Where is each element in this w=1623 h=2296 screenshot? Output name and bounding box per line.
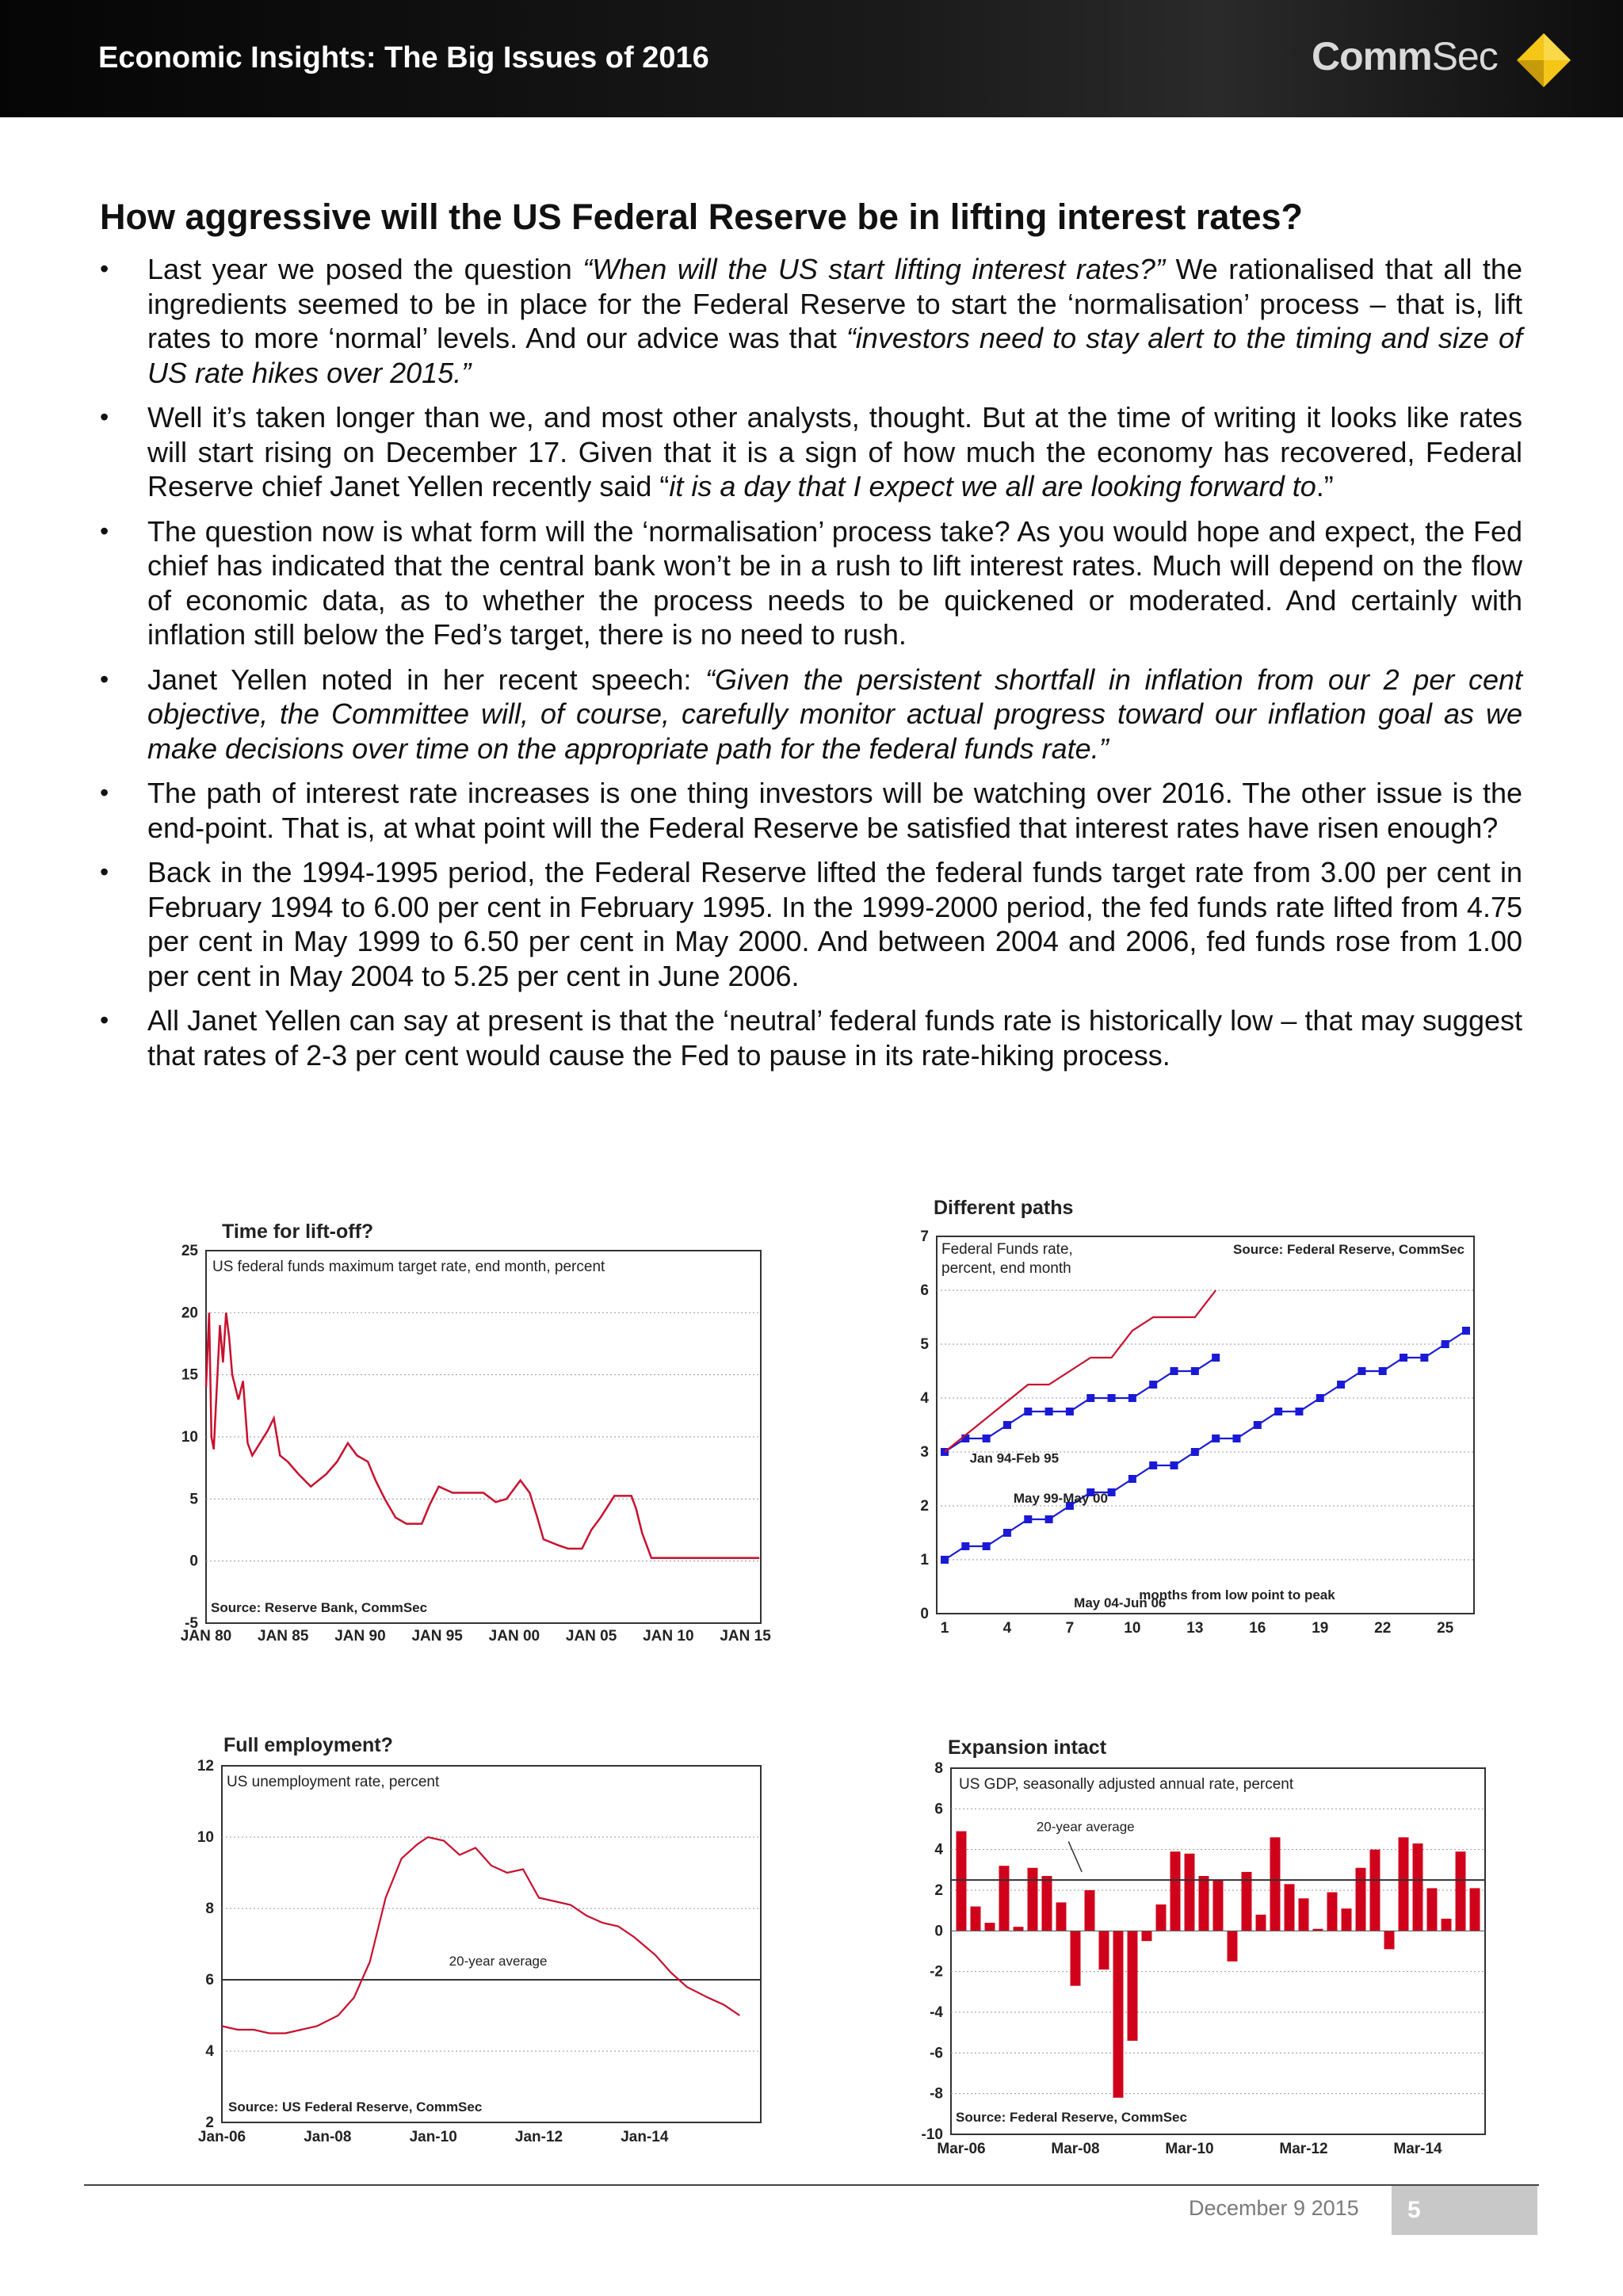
gdp-bar (1285, 1884, 1295, 1931)
series-point (1316, 1394, 1324, 1402)
y-tick-label: -2 (930, 1963, 943, 1981)
x-tick-label: Mar-10 (1165, 2141, 1214, 2157)
series-point (1108, 1488, 1116, 1496)
chart-source: Source: Federal Reserve, CommSec (1233, 1242, 1465, 1257)
gdp-bar (1470, 1888, 1480, 1931)
series-point (1191, 1367, 1199, 1375)
series-point (1024, 1408, 1032, 1415)
annotation-pointer (1068, 1841, 1082, 1872)
chart-title: Full employment? (223, 1734, 393, 1756)
chart-lift-off (166, 1213, 800, 1656)
gdp-bar (1170, 1851, 1181, 1931)
chart-subtitle: US GDP, seasonally adjusted annual rate, percent (959, 1776, 1294, 1793)
y-tick-label: 4 (920, 1390, 929, 1407)
x-tick-label: Jan-14 (621, 2129, 669, 2145)
body-text: Well it’s taken longer than we, and most other analysts, thought. But at the time of writing it looks like rates will start rising on December 17. Given that it is a sign of how much the economy has recovered, Federal Reserve chief Janet Yellen recently said “ (147, 401, 1522, 502)
series-point (1358, 1367, 1365, 1375)
chart-different-paths (911, 1195, 1482, 1655)
plot-frame (222, 1766, 761, 2122)
gdp-bar (1028, 1868, 1038, 1931)
series-point (1379, 1367, 1387, 1375)
x-tick-label: Mar-12 (1279, 2141, 1328, 2157)
gdp-bar (1456, 1851, 1466, 1931)
bullet-item (100, 776, 1522, 845)
x-tick-label: 7 (1065, 1620, 1075, 1637)
y-tick-label: -10 (921, 2126, 943, 2143)
body-text: The question now is what form will the ‘normalisation’ process take? As you would hope and expect, the Fed chief has indicated that the central bank won’t be in a rush to lift interest rates. Much will depend on the flow of economic data, as to whether the process needs to be quickened or moderated. And certainly with inflation still below the Fed’s target, there is no need to rush. (147, 514, 1522, 651)
gdp-bar (1142, 1931, 1152, 1941)
average-label: 20-year average (1036, 1819, 1135, 1835)
chart-expansion-intact (911, 1732, 1498, 2160)
unemployment-line (222, 1837, 739, 2034)
x-tick-label: 1 (940, 1620, 949, 1637)
page-number: 5 (1407, 2197, 1421, 2223)
brand-light: Sec (1431, 34, 1498, 78)
x-tick-label: Mar-08 (1051, 2141, 1100, 2157)
body-text: Back in the 1994-1995 period, the Federal Reserve lifted the federal funds target rate from 3.00 per cent in February 1994 to 6.00 per cent in February 1995. In the 1999-2000 period, the fed funds rate lifted from 4.75 per cent in May 1999 to 6.50 per cent in May 2000. And between 2004 and 2006, fed funds rose from 1.00 per cent in May 2004 to 5.25 per cent in June 2006. (147, 856, 1522, 992)
series-point (1295, 1408, 1303, 1415)
chart-source: Source: Reserve Bank, CommSec (211, 1600, 428, 1615)
commsec-diamond-icon (1514, 30, 1574, 90)
y-tick-label: 4 (205, 2043, 214, 2060)
header-bar (0, 0, 1623, 117)
gdp-bar (1071, 1931, 1081, 1985)
chart-subtitle: US unemployment rate, percent (227, 1774, 440, 1790)
series-point (1254, 1421, 1262, 1429)
y-tick-label: -8 (930, 2085, 943, 2103)
y-tick-label: 8 (205, 1901, 214, 1917)
x-tick-label: 4 (1002, 1620, 1012, 1637)
gdp-bar (1056, 1902, 1067, 1931)
gdp-bar (1342, 1908, 1352, 1931)
gdp-bar (999, 1866, 1010, 1931)
series-label: Jan 94-Feb 95 (969, 1450, 1060, 1466)
quote-text: it is a day that I expect we all are looking forward to (669, 470, 1316, 502)
average-label: 20-year average (449, 1954, 548, 1969)
x-tick-label: JAN 80 (180, 1628, 232, 1645)
plot-frame (951, 1768, 1485, 2134)
y-tick-label: 2 (920, 1498, 929, 1515)
x-tick-label: JAN 15 (720, 1628, 771, 1645)
chart-title: Time for lift-off? (222, 1221, 374, 1243)
x-tick-label: JAN 95 (411, 1628, 463, 1645)
x-tick-label: JAN 10 (643, 1628, 694, 1645)
y-tick-label: 10 (181, 1429, 198, 1446)
gdp-bar (1356, 1868, 1366, 1931)
body-text: We rationalised that all the ingredients seemed to be in place for the Federal Reserve to start the ‘normalisation’ process – that is, lift rates to more ‘normal’ levels. And our advice was that (147, 253, 1522, 354)
chart-subtitle: Federal Funds rate, (941, 1241, 1073, 1258)
x-tick-label: Mar-06 (937, 2141, 986, 2157)
series-point (1003, 1529, 1011, 1537)
series-point (1149, 1461, 1157, 1469)
gdp-bar (1113, 1931, 1124, 2097)
chart-title: Expansion intact (948, 1736, 1107, 1759)
brand-logo (1312, 33, 1498, 79)
chart-source: Source: US Federal Reserve, CommSec (228, 2099, 483, 2115)
y-tick-label: 10 (197, 1829, 214, 1846)
series-point (1337, 1381, 1345, 1389)
plot-frame (937, 1236, 1474, 1614)
series-point (1212, 1435, 1220, 1442)
chart-source: Source: Federal Reserve, CommSec (956, 2110, 1187, 2125)
y-tick-label: 1 (920, 1552, 929, 1568)
series-point (1045, 1515, 1053, 1523)
y-tick-label: 8 (934, 1760, 943, 1777)
series-point (1232, 1435, 1240, 1442)
series-point (1024, 1515, 1032, 1523)
gdp-bar (1085, 1890, 1095, 1931)
y-tick-label: 5 (920, 1336, 929, 1353)
y-tick-label: 0 (189, 1553, 198, 1570)
body-text: Janet Yellen noted in her recent speech: (147, 663, 706, 696)
y-tick-label: 2 (205, 2115, 214, 2131)
y-tick-label: -6 (930, 2045, 943, 2062)
x-tick-label: 16 (1249, 1620, 1266, 1637)
gdp-bar (1128, 1931, 1138, 2041)
gdp-bar (1185, 1854, 1195, 1931)
x-tick-label: 19 (1312, 1620, 1329, 1637)
x-tick-label: Jan-10 (409, 2129, 457, 2145)
y-tick-label: 12 (197, 1758, 214, 1775)
bullet-item (100, 855, 1522, 993)
series-point (1108, 1394, 1116, 1402)
gdp-bar (971, 1907, 981, 1931)
gdp-bar (1370, 1850, 1381, 1931)
gdp-bar (1199, 1876, 1209, 1931)
gdp-bar (1413, 1843, 1423, 1931)
bullet-item (100, 514, 1522, 652)
gdp-bar (1384, 1931, 1395, 1949)
quote-text: “Given the persistent shortfall in inflation from our 2 per cent objective, the Committee will, of course, carefully monitor actual progress toward our inflation goal as we make decisions over time on the appropriate path for the federal funds rate.” (147, 663, 1522, 765)
chart-title: Different paths (934, 1197, 1074, 1219)
gdp-bar (1442, 1919, 1452, 1931)
series-point (1212, 1354, 1220, 1362)
y-tick-label: 6 (934, 1801, 943, 1818)
series-point (1066, 1408, 1074, 1415)
x-tick-label: JAN 90 (334, 1628, 386, 1645)
x-tick-label: JAN 00 (488, 1628, 540, 1645)
gdp-bar (1270, 1837, 1281, 1931)
gdp-bar (1256, 1915, 1266, 1931)
gdp-bar (1427, 1888, 1438, 1931)
chart-subtitle: percent, end month (941, 1260, 1071, 1277)
gdp-bar (1399, 1837, 1409, 1931)
bullet-list (100, 252, 1522, 1083)
x-tick-label: 13 (1186, 1620, 1204, 1637)
series-point (1170, 1461, 1178, 1469)
bullet-item (100, 663, 1522, 766)
x-tick-label: Jan-08 (304, 2129, 352, 2145)
series-label: May 99-May 00 (1013, 1490, 1108, 1506)
x-tick-label: 10 (1124, 1620, 1141, 1637)
series-point (941, 1556, 949, 1564)
gdp-bar (1327, 1893, 1338, 1931)
series-point (1442, 1340, 1449, 1348)
y-tick-label: 0 (920, 1606, 929, 1622)
y-tick-label: 4 (934, 1841, 943, 1859)
body-text: The path of interest rate increases is one thing investors will be watching over 2016. The other issue is the end-point. That is, at what point will the Federal Reserve be satisfied that interest rates have risen enough? (147, 777, 1522, 844)
footer-date: December 9 2015 (1189, 2196, 1359, 2220)
chart-full-employment (182, 1728, 777, 2156)
chart-subtitle: US federal funds maximum target rate, end month, percent (212, 1259, 605, 1275)
series-point (1400, 1354, 1407, 1362)
series-point (1086, 1394, 1094, 1402)
x-tick-label: 22 (1374, 1620, 1392, 1637)
series-label: May 04-Jun 06 (1074, 1595, 1167, 1610)
x-tick-label: JAN 05 (565, 1628, 617, 1645)
gdp-bar (1213, 1880, 1224, 1931)
y-tick-label: 15 (181, 1366, 198, 1384)
series-point (1462, 1327, 1470, 1335)
brand-bold: Comm (1312, 34, 1432, 78)
body-text: All Janet Yellen can say at present is that the ‘neutral’ federal funds rate is historically low – that may suggest that rates of 2-3 per cent would cause the Fed to pause in its rate-hiking process. (147, 1004, 1522, 1072)
y-tick-label: 7 (920, 1228, 929, 1245)
y-tick-label: 6 (920, 1282, 929, 1299)
gdp-bar (1042, 1876, 1052, 1931)
y-tick-label: 25 (181, 1243, 198, 1259)
series-point (1128, 1394, 1136, 1402)
series-point (983, 1542, 991, 1550)
x-tick-label: Jan-06 (197, 2129, 246, 2145)
document-title: Economic Insights: The Big Issues of 2016 (98, 41, 709, 74)
y-tick-label: -4 (930, 2004, 943, 2021)
series-point (1420, 1354, 1428, 1362)
x-tick-label: Jan-12 (514, 2129, 563, 2145)
y-tick-label: 0 (934, 1923, 943, 1940)
series-point (961, 1542, 969, 1550)
gdp-bar (1156, 1904, 1167, 1931)
bullet-item (100, 1003, 1522, 1072)
gdp-bar (1099, 1931, 1109, 1969)
y-tick-label: 2 (934, 1882, 943, 1899)
y-tick-label: 6 (205, 1972, 214, 1988)
y-tick-label: 20 (181, 1305, 198, 1322)
series-point (983, 1435, 991, 1442)
quote-text: “investors need to stay alert to the timing and size of US rate hikes over 2015.” (147, 322, 1522, 389)
gdp-bar (957, 1832, 967, 1931)
body-text: Last year we posed the question (147, 253, 583, 285)
bullet-item (100, 400, 1522, 504)
y-tick-label: -5 (185, 1615, 198, 1632)
series-point (1128, 1475, 1136, 1483)
x-tick-label: JAN 85 (258, 1628, 309, 1645)
series-point (1170, 1367, 1178, 1375)
series-point (1045, 1408, 1053, 1415)
gdp-bar (1299, 1898, 1309, 1931)
series-point (1003, 1421, 1011, 1429)
gdp-bar (1228, 1931, 1238, 1962)
x-tick-label: 25 (1437, 1620, 1454, 1637)
series-point (1274, 1408, 1282, 1415)
body-text: .” (1316, 470, 1334, 502)
section-heading: How aggressive will the US Federal Reserve be in lifting interest rates? (100, 197, 1303, 237)
series-point (1191, 1448, 1199, 1456)
x-tick-label: Mar-14 (1393, 2141, 1442, 2157)
gdp-bar (985, 1923, 995, 1931)
y-tick-label: 3 (920, 1444, 929, 1461)
series-point (1149, 1381, 1157, 1389)
footer-rule (84, 2184, 1539, 2186)
bullet-item (100, 252, 1522, 390)
x-axis-label: months from low point to peak (1139, 1587, 1335, 1603)
y-tick-label: 5 (189, 1491, 198, 1508)
fed-funds-line (206, 1312, 759, 1557)
quote-text: “When will the US start lifting interest rates?” (582, 253, 1165, 285)
gdp-bar (1014, 1927, 1024, 1931)
